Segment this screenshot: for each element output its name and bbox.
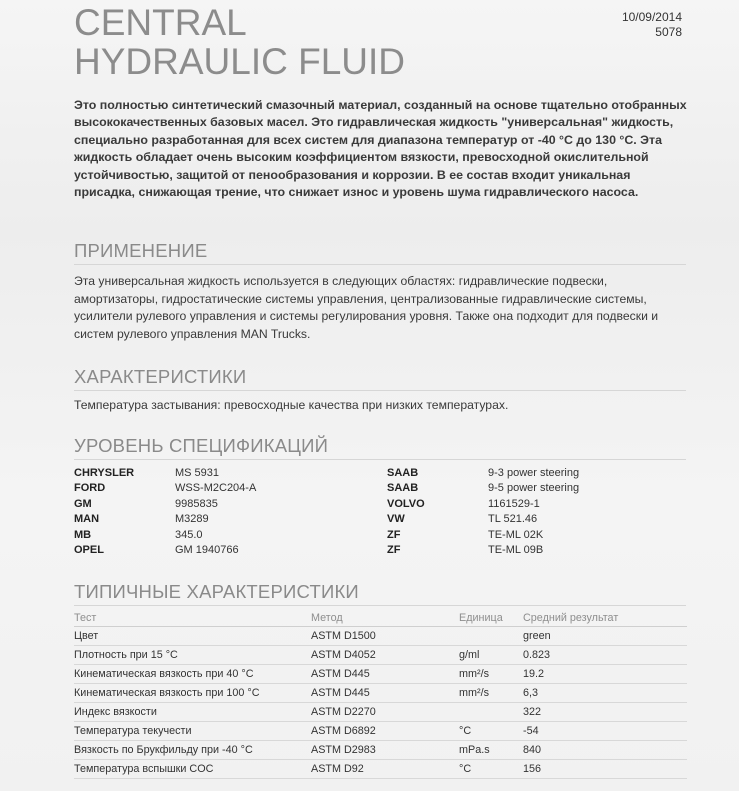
spec-row (74, 466, 674, 481)
spec-row (74, 543, 674, 558)
test-method: ASTM D1500 (311, 627, 459, 646)
spec-value: GM 1940766 (175, 544, 239, 557)
spec-value: MS 5931 (175, 467, 220, 479)
test-unit: g/ml (459, 646, 523, 665)
test-name: Температура вспышки COC (74, 760, 311, 779)
spec-value: TE-ML 09B (488, 544, 544, 557)
section-title-typical: ТИПИЧНЫЕ ХАРАКТЕРИСТИКИ (74, 581, 686, 606)
document-date: 10/09/2014 (621, 10, 682, 24)
spec-brand: FORD (74, 482, 106, 495)
document-code: 5078 (655, 25, 682, 39)
spec-brand: VOLVO (387, 497, 425, 510)
test-method: ASTM D2983 (311, 741, 459, 760)
table-row (74, 760, 687, 779)
specifications-table (74, 466, 674, 558)
spec-brand: CHRYSLER (74, 467, 135, 479)
test-unit: mm²/s (459, 684, 523, 703)
test-result: 840 (523, 741, 687, 760)
spec-value: 9985835 (175, 497, 218, 510)
test-result: 156 (523, 760, 687, 779)
spec-row (74, 528, 674, 543)
spec-brand: SAAB (387, 467, 419, 479)
test-result: 19.2 (523, 665, 687, 684)
table-header-row (74, 609, 687, 627)
product-title-line2: HYDRAULIC FLUID (74, 41, 405, 82)
test-method: ASTM D4052 (311, 646, 459, 665)
spec-brand: GM (74, 497, 92, 510)
column-header-result: Средний результат (523, 609, 687, 627)
spec-brand: OPEL (74, 544, 104, 557)
test-unit: mPa.s (459, 741, 523, 760)
test-unit (459, 703, 523, 722)
test-unit: mm²/s (459, 665, 523, 684)
test-result: green (523, 627, 687, 646)
section-title-specifications: УРОВЕНЬ СПЕЦИФИКАЦИЙ (74, 435, 686, 460)
test-name: Индекс вязкости (74, 703, 311, 722)
spec-brand: MB (74, 528, 92, 541)
test-method: ASTM D6892 (311, 722, 459, 741)
spec-row (74, 497, 674, 512)
document-meta (622, 10, 682, 40)
table-row (74, 684, 687, 703)
table-row (74, 722, 687, 741)
test-result: 322 (523, 703, 687, 722)
test-name: Цвет (74, 627, 311, 646)
test-result: 0.823 (523, 646, 687, 665)
test-method: ASTM D445 (311, 684, 459, 703)
test-name: Вязкость по Брукфильду при -40 °C (74, 741, 311, 760)
spec-brand: VW (387, 513, 405, 526)
spec-value: 9-3 power steering (488, 467, 580, 479)
test-name: Кинематическая вязкость при 40 °C (74, 665, 311, 684)
spec-value: 9-5 power steering (488, 482, 580, 495)
spec-value: WSS-M2C204-A (175, 482, 257, 495)
section-title-application: ПРИМЕНЕНИЕ (74, 240, 686, 265)
spec-row (74, 512, 674, 527)
spec-brand: ZF (387, 544, 401, 557)
table-row (74, 665, 687, 684)
test-result: -54 (523, 722, 687, 741)
test-method: ASTM D445 (311, 665, 459, 684)
spec-value: TL 521.46 (488, 513, 538, 526)
spec-row (74, 481, 674, 496)
table-row (74, 627, 687, 646)
product-title-line1: CENTRAL (74, 2, 247, 43)
test-method: ASTM D92 (311, 760, 459, 779)
column-header-unit: Единица (459, 609, 523, 627)
spec-value: TE-ML 02K (488, 528, 544, 541)
spec-brand: MAN (74, 513, 100, 526)
column-header-method: Метод (311, 609, 459, 627)
test-result: 6,3 (523, 684, 687, 703)
application-text: Эта универсальная жидкость используется в следующих областях: гидравлические подвески, амортизаторы, гидростатические системы управления, централизованные гидравлические системы, усилители рулевого управления и системы регулирования уровня. Также она подходит для подвески и систем рулевого управления MAN Trucks. (74, 274, 659, 341)
typical-properties-table (74, 609, 687, 779)
table-row (74, 741, 687, 760)
test-unit: °C (459, 722, 523, 741)
table-row (74, 646, 687, 665)
column-header-test: Тест (74, 609, 311, 627)
test-method: ASTM D2270 (311, 703, 459, 722)
spec-brand: SAAB (387, 482, 419, 495)
table-row (74, 703, 687, 722)
test-unit: °C (459, 760, 523, 779)
spec-value: 1161529-1 (488, 497, 540, 510)
test-name: Кинематическая вязкость при 100 °C (74, 684, 311, 703)
spec-value: M3289 (175, 513, 209, 526)
spec-brand: ZF (387, 528, 401, 541)
test-name: Плотность при 15 °C (74, 646, 311, 665)
test-name: Температура текучести (74, 722, 311, 741)
test-unit (459, 627, 523, 646)
characteristics-text: Температура застывания: превосходные качества при низких температурах. (74, 398, 509, 412)
intro-paragraph: Это полностью синтетический смазочный материал, созданный на основе тщательно отобранных высококачественных базовых масел. Это гидравлическая жидкость "универсальная" жидкость, специально разработанная для всех систем для диапазона температур от -40 °C до 130 °C. Эта жидкость обладает очень высоким коэффициентом вязкости, превосходной окислительной устойчивостью, защитой от пенообразования и коррозии. В ее состав входит уникальная присадка, снижающая трение, что снижает износ и уровень шума гидравлического насоса. (74, 98, 687, 200)
section-title-characteristics: ХАРАКТЕРИСТИКИ (74, 366, 686, 391)
spec-value: 345.0 (175, 528, 203, 541)
